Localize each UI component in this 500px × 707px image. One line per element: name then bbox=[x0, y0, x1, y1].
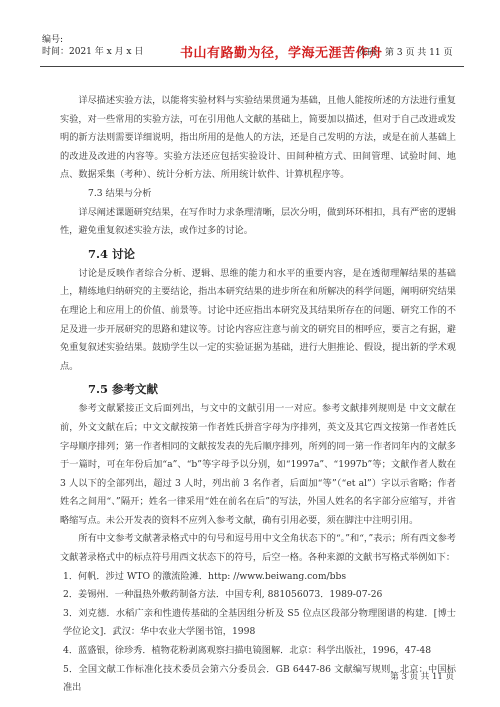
header-number: 编号: bbox=[42, 35, 64, 45]
heading-references: 7.5 参考文献 bbox=[88, 382, 159, 397]
reference-item: 1．何帆．涉过 WTO 的激流险滩．http: //www.beiwang.com/bbs bbox=[63, 570, 347, 582]
header-divider bbox=[40, 66, 464, 67]
header-page-number: 页码：第 3 页 共 11 页 bbox=[358, 48, 453, 58]
paragraph-reference-format: 所有中文参考文献著录格式中的句号和逗号用中文全角状态下的“。”和“，”表示；所有西文参考文献著录格式中的标点符号用西文状态下的符号，后空一格。各种来源的文献书写格式举例如下： bbox=[60, 533, 456, 564]
paragraph-discussion: 讨论是反映作者综合分析、逻辑、思维的能力和水平的重要内容，是在透彻理解结果的基础上，精练地归纳研究的主要结论，指出本研究结果的进步所在和所解决的科学问题，阐明研究结果在理论上和应用上的价值、前景等。讨论中还应指出本研究及其结果所存在的问题、研究工作的不足及进一步开展研究的思路和建议等。讨论内容应注意与前文的研究目的相呼应，要言之有据，避免重复叙述实验结果。鼓励学生以一定的实验证据为基础，进行大胆推论、假设，提出新的学术观点。 bbox=[60, 267, 456, 372]
reference-item: 2．姜锡州．一种温热外敷药制备方法．中国专利, 881056073．1989-07-26 bbox=[63, 589, 383, 601]
header-motto: 书山有路勤为径，学海无涯苦作舟 bbox=[180, 46, 383, 61]
paragraph-methods: 详尽描述实验方法，以能将实验材料与实验结果贯通为基础，且他人能按所述的方法进行重复实验，对一些常用的实验方法，可在引用他人文献的基础上，简要加以描述，但对于自己改进或发明的新方法则需要详细说明，指出所用的是他人的方法，还是自己发明的方法，或是在前人基础上的改进及改进的内容等。实验方法还应包括实验设计、田间种植方式、田间管理、试验时间、地点、数据采集（考种）、统计分析方法、所用统计软件、计算机程序等。 bbox=[60, 95, 456, 181]
paragraph-reference-rules: 参考文献紧接正文后面列出，与文中的文献引用一一对应。参考文献排列规则是 中文文献在前，外文文献在后；中文文献按第一作者姓氏拼音字母为序排列，英文及其它西文按第一作者姓氏字母顺序排列；第一作者相同的文献按发表的先后顺序排列，所列的同一第一作者同年内的文献多于一篇时，可在年份后加“a”、“b”等字母予以分别，如“1997a”、“1997b”等；文献作者人数在 3 人以下的全部列出，超过 3 人时，列出前 3 名作者，后面加“等”（“et al”）字以示省略；作者姓名之间用“、”隔开；姓名一律采用“姓在前名在后”的写法，外国人姓名的名字部分应缩写，并省略缩写点。未公开发表的资料不应列入参考文献，确有引用必要，须在脚注中注明引用。 bbox=[60, 403, 456, 526]
header-meta bbox=[42, 34, 143, 58]
heading-discussion: 7.4 讨论 bbox=[88, 246, 136, 261]
heading-results: 7.3 结果与分析 bbox=[88, 187, 152, 199]
paragraph-results: 详尽阐述课题研究结果，在写作时力求条理清晰，层次分明，做到环环相扣，具有严密的逻辑性，避免重复叙述实验方法，或作过多的讨论。 bbox=[60, 206, 456, 237]
document-body bbox=[60, 92, 456, 698]
page-footer: 第 3 页 共 11 页 bbox=[390, 672, 454, 682]
header-date: 时间：2021 年 x 月 x 日 bbox=[42, 47, 144, 57]
reference-item: 5．全国文献工作标准化技术委员会第六分委员会．GB 6447-86 文献编写规则．北京：中国标准出 bbox=[63, 663, 456, 694]
page-header bbox=[40, 32, 464, 66]
reference-item: 3．刘克德．水稻广亲和性遗传基础的全基因组分析及 S5 位点区段部分物理图谱的构建．[博士学位论文]．武汉：华中农业大学图书馆，1998 bbox=[63, 607, 456, 638]
reference-item: 4．蓝盛银，徐珍秀．植物花粉剥离观察扫描电镜图解．北京：科学出版社，1996，47-48 bbox=[63, 645, 432, 657]
